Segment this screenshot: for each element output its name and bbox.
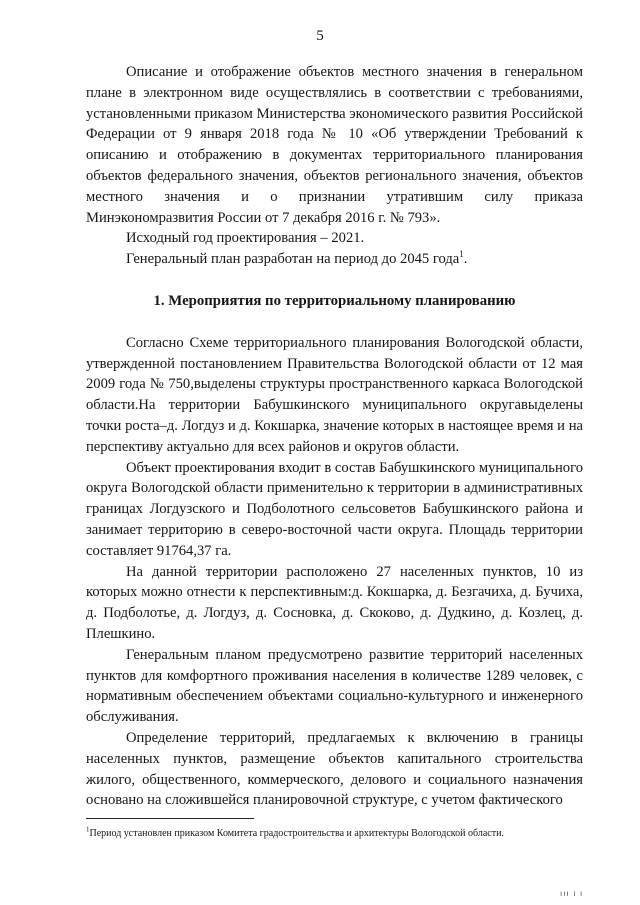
paragraph: Определение территорий, предлагаемых к включению в границы населенных пунктов, размещение объектов капитального строительства жилого, общественного, коммерческого, делового и социального назначения основано на сложившейся планировочной структуре, с учетом фактического [86,729,583,809]
corner-marks: ııı ı ı [560,889,584,898]
paragraph: Объект проектирования входит в состав Бабушкинского муниципального округа Вологодской области применительно к территории в административных границах Логдузского и Подболотного сельсоветов Бабушкинского района и занимает территорию в северо-восточной части округа. Площадь территории составляет 91764,37 га. [86,459,583,559]
page-body [86,62,583,811]
paragraph: Согласно Схеме территориального планирования Вологодской области, утвержденной постановлением Правительства Вологодской области от 12 мая 2009 года № 750,выделены структуры пространственного каркаса Вологодской области.На территории Бабушкинского муниципального округавыделены точки роста–д. Логдуз и д. Кокшарка, значение которых в настоящее время и на перспективу актуально для всех районов и округов области. [86,334,583,455]
paragraph: Генеральным планом предусмотрено развитие территорий населенных пунктов для комфортного проживания населения в количестве 1289 человек, с нормативным обеспечением объектами социально-культурного и инженерного обслуживания. [86,646,583,726]
paragraph-period [86,249,583,270]
section-heading: 1. Мероприятия по территориальному планированию [153,292,516,309]
footnote-separator [86,818,254,819]
page-number: 5 [316,28,324,44]
footnote-number: 1 [86,825,90,834]
paragraph: На данной территории расположено 27 населенных пунктов, 10 из которых можно отнести к перспективным:д. Кокшарка, д. Безгачиха, д. Бучиха, д. Подболотье, д. Логдуз, д. Сосновка, д. Скоково, д. Дудкино, д. Козлец, д. Плешкино. [86,563,583,642]
period-text: Генеральный план разработан на период до 2045 года [126,251,460,268]
paragraph: Описание и отображение объектов местного значения в генеральном плане в электронном виде осуществлялись в соответствии с требованиями, установленными приказом Министерства экономического развития Российской Федерации от 9 января 2018 года № 10 «Об утверждении Требований к описанию и отображению в документах территориального планирования объектов федерального значения, объектов регионального значения, объектов местного значения и о признании утратившим силу приказа Минэкономразвития России от 7 декабря 2016 г. № 793». [86,64,583,226]
footnote-mark[interactable]: 1 [459,249,464,260]
paragraph: Исходный год проектирования – 2021. [126,230,365,247]
footnote [86,827,586,840]
footnote-text: Период установлен приказом Комитета градостроительства и архитектуры Вологодской области. [89,828,504,839]
period-end: . [463,251,468,268]
